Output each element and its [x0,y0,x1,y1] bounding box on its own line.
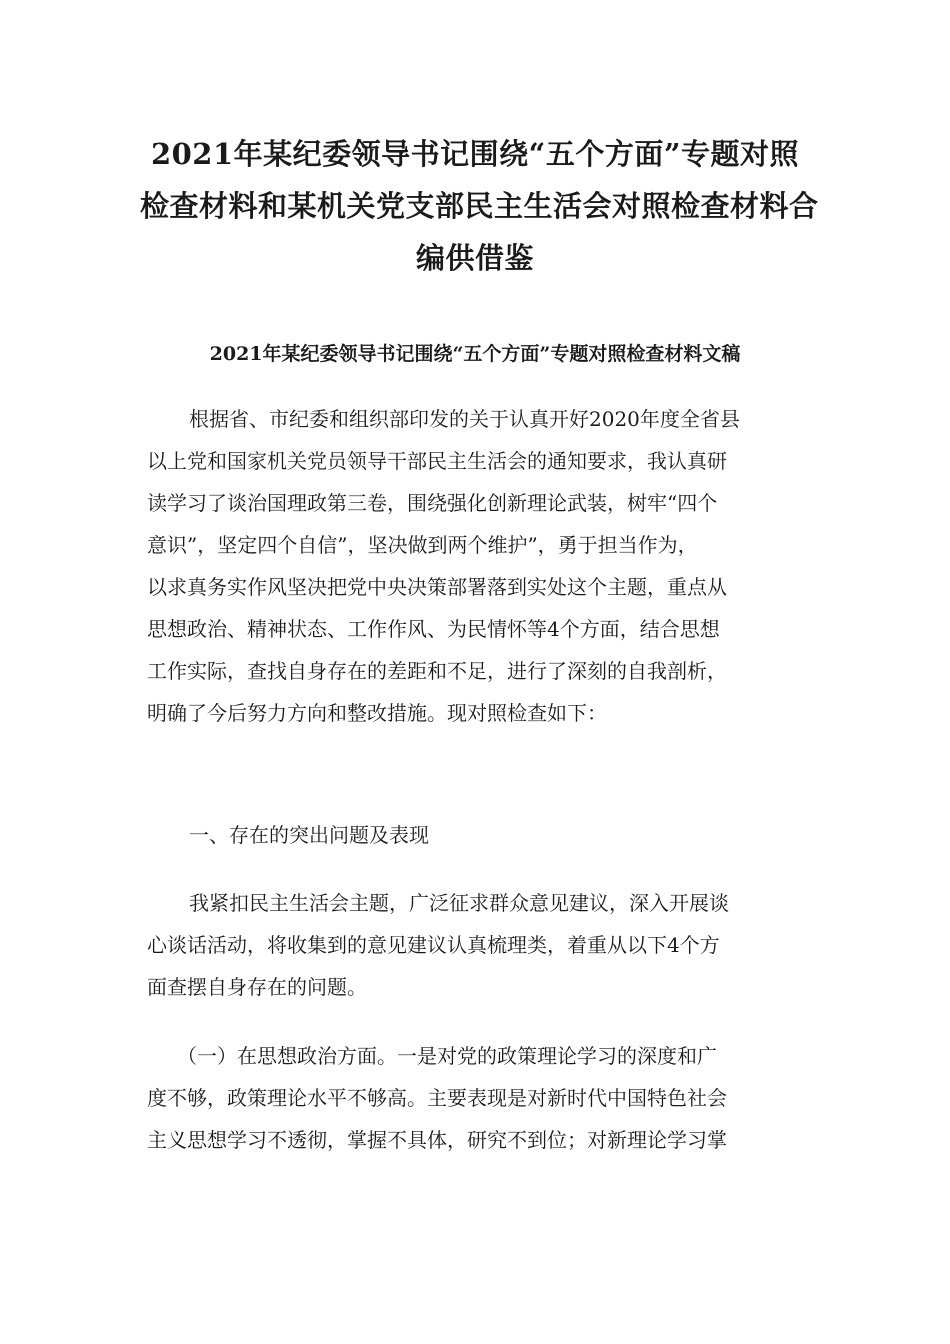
paragraph-line: 我紧扣民主生活会主题，广泛征求群众意见建议，深入开展谈 [189,891,729,915]
paragraph-line: 度不够，政策理论水平不够高。主要表现是对新时代中国特色社会 [147,1086,727,1110]
paragraph-line: 以求真务实作风坚决把党中央决策部署落到实处这个主题，重点从 [147,575,727,599]
paragraph-line: 以上党和国家机关党员领导干部民主生活会的通知要求，我认真研 [147,449,727,473]
paragraph-line: 根据省、市纪委和组织部印发的关于认真开好2020年度全省县 [189,407,740,431]
paragraph-line: 读学习了谈治国理政第三卷，围绕强化创新理论武装，树牢“四个 [147,491,718,515]
title-line-2: 检查材料和某机关党支部民主生活会对照检查材料合 [140,189,819,223]
heading-line: 一、存在的突出问题及表现 [189,823,429,847]
body-paragraph [147,882,807,1008]
intro-paragraph [147,398,807,734]
paragraph-line: 主义思想学习不透彻，掌握不具体，研究不到位；对新理论学习掌 [147,1128,727,1152]
title-line-1: 2021年某纪委领导书记围绕“五个方面”专题对照 [150,137,800,171]
body-paragraph [147,1035,807,1161]
paragraph-line: 明确了今后努力方向和整改措施。现对照检查如下： [147,701,607,725]
title-line-3: 编供借鉴 [415,241,534,275]
paragraph-line: 面查摆自身存在的问题。 [147,975,367,999]
paragraph-line: 工作实际，查找自身存在的差距和不足，进行了深刻的自我剖析， [147,659,727,683]
paragraph-line: 心谈话活动，将收集到的意见建议认真梳理类，着重从以下4个方 [147,933,720,957]
section-subtitle: 2021年某纪委领导书记围绕“五个方面”专题对照检查材料文稿 [209,343,741,365]
paragraph-line: （一）在思想政治方面。一是对党的政策理论学习的深度和广 [177,1044,717,1068]
section-heading [147,814,807,856]
document-title [140,128,819,284]
paragraph-line: 意识”，坚定四个自信”，坚决做到两个维护”，勇于担当作为， [147,533,698,557]
paragraph-line: 思想政治、精神状态、工作作风、为民情怀等4个方面，结合思想 [147,617,720,641]
